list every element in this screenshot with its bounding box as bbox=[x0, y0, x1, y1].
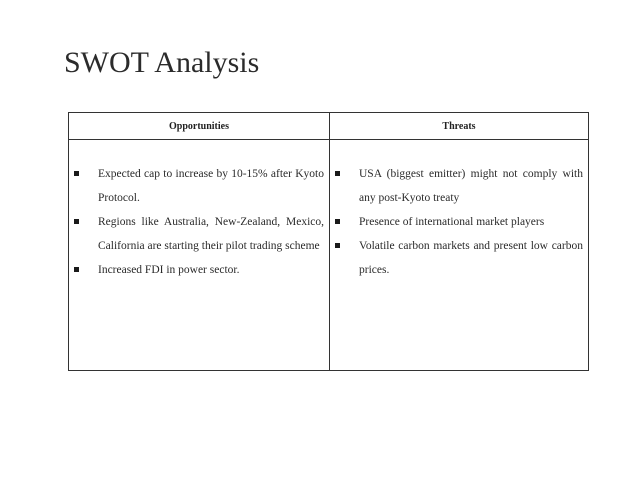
opportunities-cell bbox=[69, 140, 330, 370]
square-bullet-icon bbox=[74, 171, 79, 176]
threats-header: Threats bbox=[330, 113, 588, 140]
slide-title: SWOT Analysis bbox=[64, 46, 260, 79]
swot-table bbox=[68, 112, 589, 371]
threat-text: Volatile carbon markets and present low carbon prices. bbox=[359, 240, 583, 276]
opportunity-text: Expected cap to increase by 10-15% after Kyoto Protocol. bbox=[98, 168, 324, 204]
square-bullet-icon bbox=[74, 267, 79, 272]
square-bullet-icon bbox=[74, 219, 79, 224]
opportunities-header: Opportunities bbox=[69, 113, 330, 140]
list-item bbox=[335, 162, 583, 210]
square-bullet-icon bbox=[335, 243, 340, 248]
threats-cell bbox=[330, 140, 588, 370]
list-item bbox=[74, 210, 324, 258]
opportunity-text: Increased FDI in power sector. bbox=[98, 264, 240, 276]
square-bullet-icon bbox=[335, 219, 340, 224]
threats-list bbox=[335, 162, 583, 282]
list-item bbox=[335, 210, 583, 234]
list-item bbox=[74, 162, 324, 210]
square-bullet-icon bbox=[335, 171, 340, 176]
list-item bbox=[335, 234, 583, 282]
threat-text: USA (biggest emitter) might not comply with any post-Kyoto treaty bbox=[359, 168, 583, 204]
opportunities-list bbox=[74, 162, 324, 282]
threat-text: Presence of international market players bbox=[359, 216, 545, 228]
opportunity-text: Regions like Australia, New-Zealand, Mexico, California are starting their pilot trading scheme bbox=[98, 216, 324, 252]
list-item bbox=[74, 258, 324, 282]
